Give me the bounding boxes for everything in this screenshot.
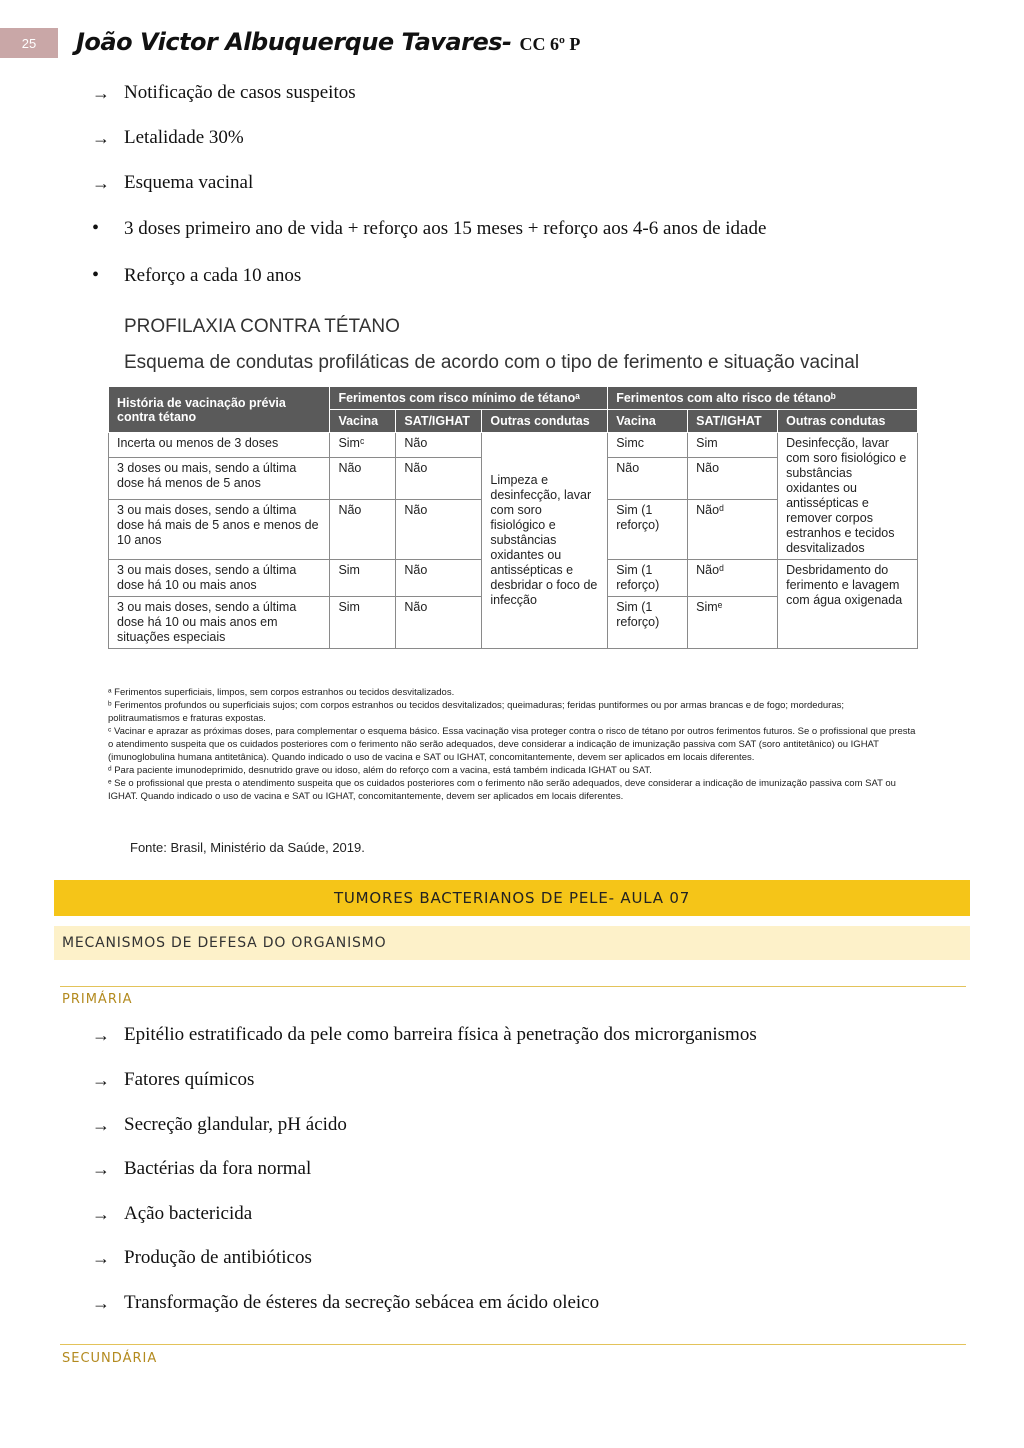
prophylaxis-table: [108, 386, 918, 649]
list-item: [92, 264, 301, 287]
table-cell: Desinfecção, lavar com soro fisiológico e substâncias oxidantes ou antissépticas e remover corpos estranhos e tecidos desvitalizados: [778, 433, 918, 560]
table-cell: 3 doses ou mais, sendo a última dose há menos de 5 anos: [109, 458, 330, 500]
footnote: ᵇ Ferimentos profundos ou superficiais sujos; com corpos estranhos ou tecidos desvitalizados; queimaduras; feridas puntiformes ou por armas brancas e de fogo; mordeduras; politraumatismos e fraturas expostas.: [108, 700, 844, 724]
list-item: [92, 1114, 347, 1136]
col-sat: SAT/IGHAT: [396, 410, 482, 433]
footnote: ᵃ Ferimentos superficiais, limpos, sem corpos estranhos ou tecidos desvitalizados.: [108, 687, 455, 698]
secondary-heading: SECUNDÁRIA: [62, 1351, 158, 1366]
tetanus-prophylaxis-figure: [108, 310, 928, 870]
footnote: ᵈ Para paciente imunodeprimido, desnutrido grave ou idoso, além do reforço com a vacina, está também indicada IGHAT ou SAT.: [108, 765, 652, 776]
table-cell: Simᵉ: [688, 597, 778, 649]
table-cell: Limpeza e desinfecção, lavar com soro fisiológico e substâncias oxidantes ou antissépticas e desbridar o foco de infecção: [482, 433, 608, 649]
table-cell: Não: [396, 433, 482, 458]
col-vacina: Vacina: [330, 410, 396, 433]
list-item: [92, 1158, 311, 1180]
table-cell: Simᶜ: [330, 433, 396, 458]
arrow-icon: →: [92, 82, 110, 103]
table-footnotes: [108, 686, 918, 803]
list-item-text: Reforço a cada 10 anos: [124, 264, 302, 286]
arrow-icon: →: [92, 1292, 110, 1313]
list-item: [92, 82, 356, 104]
arrow-icon: →: [92, 1247, 110, 1268]
list-item-text: Letalidade 30%: [124, 127, 244, 148]
divider: [60, 986, 966, 987]
col-sat: SAT/IGHAT: [688, 410, 778, 433]
figure-subtitle: Esquema de condutas profiláticas de acordo com o tipo de ferimento e situação vacinal: [124, 352, 860, 373]
list-item-text: Ação bactericida: [124, 1203, 253, 1224]
table-cell: Não: [396, 500, 482, 560]
table-cell: Sim: [330, 560, 396, 597]
bullet-icon: •: [92, 217, 100, 239]
list-item-text: Transformação de ésteres da secreção sebácea em ácido oleico: [124, 1292, 600, 1313]
list-item: [92, 1203, 252, 1225]
list-item-text: Bactérias da fora normal: [124, 1158, 312, 1179]
divider: [60, 1344, 966, 1345]
list-item-text: Notificação de casos suspeitos: [124, 82, 356, 103]
list-item-text: Esquema vacinal: [124, 172, 254, 193]
arrow-icon: →: [92, 1203, 110, 1224]
arrow-icon: →: [92, 127, 110, 148]
table-cell: Nãoᵈ: [688, 560, 778, 597]
primary-heading: PRIMÁRIA: [62, 992, 133, 1007]
list-item-text: Fatores químicos: [124, 1069, 255, 1090]
arrow-icon: →: [92, 1024, 110, 1045]
list-item: [92, 1247, 312, 1269]
list-item-text: Secreção glandular, pH ácido: [124, 1114, 347, 1135]
col-outras: Outras condutas: [482, 410, 608, 433]
table-row: [109, 433, 918, 458]
list-item-text: 3 doses primeiro ano de vida + reforço aos 15 meses + reforço aos 4-6 anos de idade: [124, 217, 767, 239]
page-number: 25: [0, 28, 58, 58]
table-cell: Sim: [330, 597, 396, 649]
list-item: [92, 1292, 599, 1314]
table-cell: Não: [688, 458, 778, 500]
subsection-title-band: [54, 926, 970, 960]
group-min-risk: Ferimentos com risco mínimo de tétanoᵃ: [330, 387, 608, 410]
arrow-icon: →: [92, 1158, 110, 1179]
bullet-icon: •: [92, 264, 100, 286]
footnote: ᶜ Vacinar e aprazar as próximas doses, para complementar o esquema básico. Essa vacinação visa proteger contra o risco de tétano por outros ferimentos futuros. Se o profissional que presta o atendimento suspeita que os cuidados posteriores com o ferimento não serão adequados, deve considerar a indicação de imunização passiva com SAT (soro antitetânico) ou IGHAT (imunoglobulina humana antitetânica). Quando indicado o uso de vacina e SAT ou IGHAT, concomitantemente, devem ser aplicados em locais diferentes.: [108, 726, 916, 763]
col-vacina: Vacina: [608, 410, 688, 433]
list-item-text: Epitélio estratificado da pele como barreira física à penetração dos microrganismos: [124, 1024, 757, 1045]
author-name: João Victor Albuquerque Tavares-: [76, 28, 512, 56]
figure-title: PROFILAXIA CONTRA TÉTANO: [124, 316, 400, 337]
table-cell: Não: [330, 500, 396, 560]
list-item: [92, 1069, 254, 1091]
section-title: TUMORES BACTERIANOS DE PELE- AULA 07: [333, 889, 691, 907]
section-title-band: [54, 880, 970, 916]
table-cell: Não: [396, 458, 482, 500]
table-cell: Sim: [688, 433, 778, 458]
table-cell: Desbridamento do ferimento e lavagem com água oxigenada: [778, 560, 918, 649]
list-item: [92, 217, 766, 240]
table-cell: 3 ou mais doses, sendo a última dose há mais de 5 anos e menos de 10 anos: [109, 500, 330, 560]
footnote: ᵉ Se o profissional que presta o atendimento suspeita que os cuidados posteriores com o ferimento não serão adequados, deve considerar a indicação de imunização passiva com SAT ou IGHAT. Quando indicado o uso de vacina e SAT ou IGHAT, concomitantemente, devem ser aplicados em locais diferentes.: [108, 778, 896, 802]
subsection-title: MECANISMOS DE DEFESA DO ORGANISMO: [62, 935, 387, 951]
table-cell: Não: [608, 458, 688, 500]
list-item-text: Produção de antibióticos: [124, 1247, 312, 1268]
table-cell: Não: [330, 458, 396, 500]
table-cell: Não: [396, 597, 482, 649]
table-cell: Nãoᵈ: [688, 500, 778, 560]
group-high-risk: Ferimentos com alto risco de tétanoᵇ: [608, 387, 918, 410]
col-history: História de vacinação prévia contra tétano: [109, 387, 330, 433]
table-cell: Incerta ou menos de 3 doses: [109, 433, 330, 458]
table-cell: Sim (1 reforço): [608, 560, 688, 597]
list-item: [92, 1024, 757, 1046]
list-item: [92, 172, 253, 194]
table-cell: Simc: [608, 433, 688, 458]
arrow-icon: →: [92, 1114, 110, 1135]
table-cell: Sim (1 reforço): [608, 500, 688, 560]
table-cell: 3 ou mais doses, sendo a última dose há 10 ou mais anos em situações especiais: [109, 597, 330, 649]
table-cell: 3 ou mais doses, sendo a última dose há 10 ou mais anos: [109, 560, 330, 597]
figure-source: Fonte: Brasil, Ministério da Saúde, 2019.: [130, 840, 365, 855]
arrow-icon: →: [92, 172, 110, 193]
class-label: CC 6º P: [519, 34, 581, 54]
col-outras: Outras condutas: [778, 410, 918, 433]
page-header: [76, 28, 580, 64]
arrow-icon: →: [92, 1069, 110, 1090]
table-cell: Não: [396, 560, 482, 597]
table-cell: Sim (1 reforço): [608, 597, 688, 649]
list-item: [92, 127, 244, 149]
